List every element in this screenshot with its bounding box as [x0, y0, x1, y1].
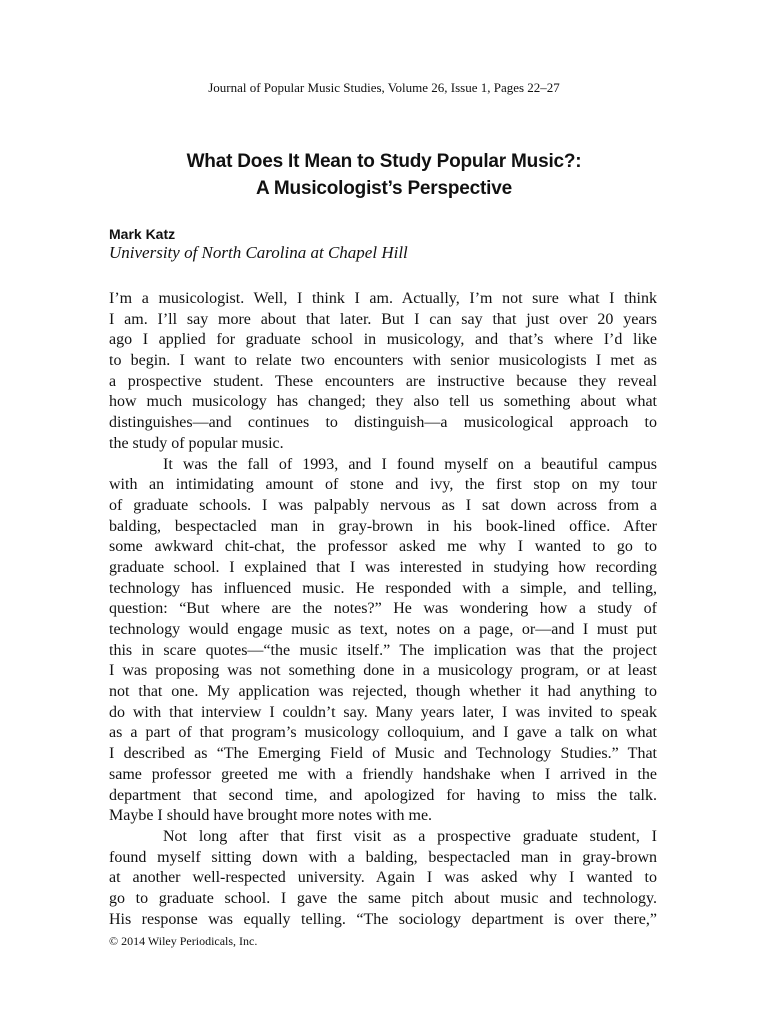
paragraph-line: a prospective student. These encounters are instructive because they reveal: [109, 372, 657, 390]
article-body: [109, 289, 657, 930]
paragraph-line: department that second time, and apologized for having to miss the talk.: [109, 786, 657, 804]
paragraph-line: as a part of that program’s musicology colloquium, and I gave a talk on what: [109, 724, 657, 742]
paragraph-line: at another well-respected university. Again I was asked why I wanted to: [109, 869, 657, 887]
paragraph-line: this in scare quotes—“the music itself.” The implication was that the project: [109, 641, 657, 659]
paragraph-line: question: “But where are the notes?” He was wondering how a study of: [109, 600, 657, 618]
copyright-notice: © 2014 Wiley Periodicals, Inc.: [109, 934, 258, 948]
paragraph-line: His response was equally telling. “The sociology department is over there,”: [109, 910, 657, 928]
paragraph: [109, 827, 657, 930]
paragraph-line: found myself sitting down with a balding, bespectacled man in gray-brown: [109, 848, 657, 866]
paragraph-line: It was the fall of 1993, and I found myself on a beautiful campus: [163, 455, 657, 473]
paragraph-line: Not long after that first visit as a prospective graduate student, I: [163, 827, 657, 845]
paragraph-line: how much musicology has changed; they also tell us something about what: [109, 393, 657, 411]
paragraph-line: some awkward chit-chat, the professor asked me why I wanted to go to: [109, 538, 657, 556]
paragraph-line: I was proposing was not something done in a musicology program, or at least: [109, 662, 657, 680]
paragraph-line: ago I applied for graduate school in musicology, and that’s where I’d like: [109, 331, 657, 349]
paragraph-line: graduate school. I explained that I was interested in studying how recording: [109, 558, 657, 576]
author-name: Mark Katz: [109, 226, 176, 242]
paragraph-line: balding, bespectacled man in gray-brown in his book-lined office. After: [109, 517, 657, 535]
journal-header: Journal of Popular Music Studies, Volume 26, Issue 1, Pages 22–27: [208, 80, 560, 95]
paragraph: [109, 289, 657, 455]
paragraph-line: technology would engage music as text, notes on a page, or—and I must put: [109, 621, 657, 638]
article-title-line-1: What Does It Mean to Study Popular Music?:: [186, 151, 582, 172]
paragraph-line: Maybe I should have brought more notes with me.: [109, 807, 433, 825]
paragraph-line: go to graduate school. I gave the same pitch about music and technology.: [109, 889, 657, 907]
paragraph-line: I am. I’ll say more about that later. But I can say that just over 20 years: [109, 310, 657, 328]
article-title-line-2: A Musicologist’s Perspective: [256, 178, 512, 199]
paragraph-line: same professor greeted me with a friendly handshake when I arrived in the: [109, 765, 657, 783]
author-affiliation: University of North Carolina at Chapel Hill: [109, 243, 408, 262]
article-title: [0, 148, 768, 202]
paragraph-line: do with that interview I couldn’t say. Many years later, I was invited to speak: [109, 703, 657, 721]
paragraph: [109, 455, 657, 827]
paragraph-line: technology has influenced music. He responded with a simple, and telling,: [109, 579, 657, 597]
paragraph-line: distinguishes—and continues to distinguish—a musicological approach to: [109, 414, 657, 432]
paragraph-line: with an intimidating amount of stone and ivy, the first stop on my tour: [109, 476, 657, 494]
paragraph-line: the study of popular music.: [109, 434, 284, 452]
paragraph-line: to begin. I want to relate two encounters with senior musicologists I met as: [109, 352, 657, 370]
paragraph-line: I’m a musicologist. Well, I think I am. Actually, I’m not sure what I think: [109, 290, 657, 307]
paragraph-line: I described as “The Emerging Field of Music and Technology Studies.” That: [109, 745, 657, 763]
paragraph-line: not that one. My application was rejected, though whether it had anything to: [109, 683, 657, 701]
paragraph-line: of graduate schools. I was palpably nervous as I sat down across from a: [109, 496, 657, 514]
